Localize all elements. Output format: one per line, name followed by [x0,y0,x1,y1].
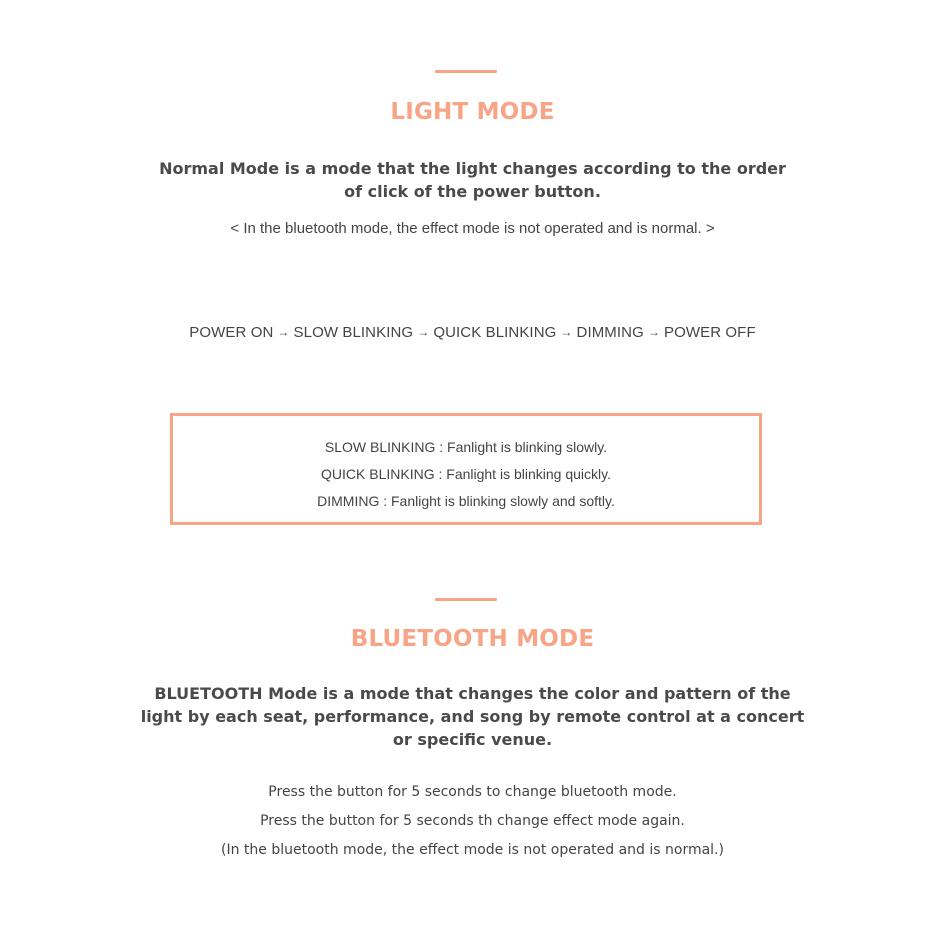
light-mode-description [0,157,945,203]
bluetooth-mode-title: BLUETOOTH MODE [350,626,595,652]
bluetooth-mode-description-line: light by each seat, performance, and song by remote control at a concert [140,707,805,726]
light-mode-note: < In the bluetooth mode, the effect mode is not operated and is normal. > [230,220,715,237]
instruction-line: Press the button for 5 seconds to change bluetooth mode. [268,784,677,800]
light-mode-title: LIGHT MODE [390,99,555,125]
instruction-line: (In the bluetooth mode, the effect mode is not operated and is normal.) [221,842,724,858]
arrow-right-icon: → [560,325,573,339]
mode-sequence [0,324,945,341]
bluetooth-instructions [0,778,945,865]
arrow-right-icon: → [277,325,290,339]
sequence-step: POWER OFF [663,324,756,341]
instruction-line: Press the button for 5 seconds th change effect mode again. [260,813,685,829]
light-mode-description-line: of click of the power button. [344,182,601,201]
definition-item: QUICK BLINKING : Fanlight is blinking quickly. [321,466,611,482]
sequence-step: SLOW BLINKING [293,324,414,341]
arrow-right-icon: → [647,325,660,339]
definition-item: SLOW BLINKING : Fanlight is blinking slowly. [324,439,608,455]
bluetooth-mode-description [0,682,945,751]
section-divider-light [435,70,497,73]
sequence-step: DIMMING [576,324,644,341]
section-divider-bluetooth [435,598,497,601]
definitions-box [170,413,762,525]
light-mode-description-line: Normal Mode is a mode that the light changes according to the order [159,159,786,178]
arrow-right-icon: → [417,325,430,339]
definition-item: DIMMING : Fanlight is blinking slowly and softly. [317,493,615,509]
bluetooth-mode-description-line: or specific venue. [392,730,553,749]
bluetooth-mode-description-line: BLUETOOTH Mode is a mode that changes the color and pattern of the [154,684,791,703]
sequence-step: QUICK BLINKING [433,324,557,341]
sequence-step: POWER ON [189,324,274,341]
